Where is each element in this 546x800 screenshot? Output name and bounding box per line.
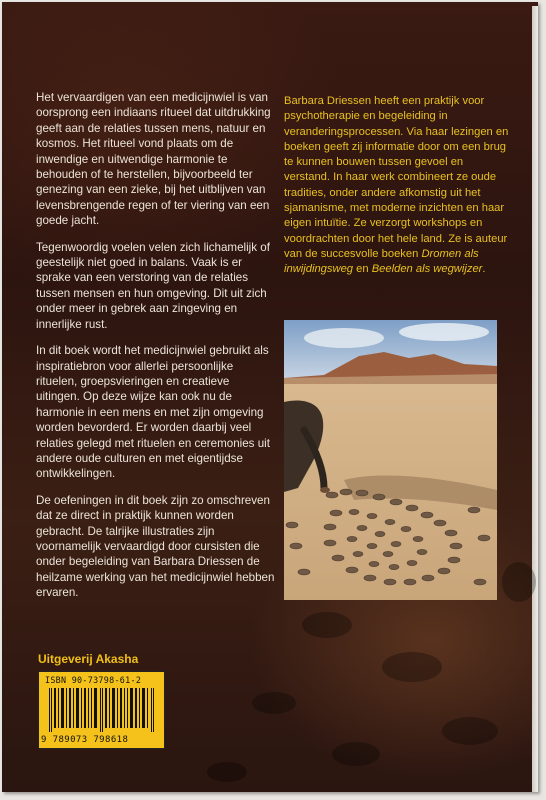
publisher-name: Uitgeverij Akasha: [38, 652, 139, 666]
barcode: [47, 688, 157, 732]
ean-number: 9 789073 798618: [41, 735, 129, 745]
background-pebble: [502, 562, 536, 602]
background-pebble: [252, 692, 296, 714]
author-bio: [284, 94, 512, 278]
author-bio-body: Barbara Driessen heeft een praktijk voor psychotherapie en begeleiding in veranderingsprocessen. Via haar lezingen en boeken geeft zij informatie door om een brug te kunnen bouwen tussen gevoel en verstand. In haar werk combineert ze oude tradities, onder andere afkomstig uit het sjamanisme, met moderne inzichten en haar eigen intuïtie. Ze verzorgt workshops en voordrachten door het hele land.: [284, 95, 509, 245]
book-blurb: [36, 90, 276, 612]
book-title-2: Beelden als wegwijzer: [371, 263, 483, 276]
blurb-paragraph: De oefeningen in dit boek zijn zo omschreven dat ze direct in praktijk kunnen worden gebracht. De talrijke illustraties zijn voornamelijk vervaardigd door cursisten die onder begeleiding van Barbara Driessen de heilzame werking van het medicijnwiel hebben ervaren.: [36, 493, 275, 600]
blurb-paragraph: In dit boek wordt het medicijnwiel gebruikt als inspiratiebron voor allerlei persoonlijke rituelen, groepsvieringen en creatieve uitingen. Op deze wijze kan ook nu de harmonie in een mens en met zijn omgeving worden bevorderd. Er worden daarbij veel relaties gelegd met rituelen en ceremonies uit andere oude culturen en met eigentijdse ontwikkelingen.: [36, 344, 270, 481]
isbn-number: ISBN 90-73798-61-2: [45, 675, 142, 685]
desert-medicine-wheel-photo: [284, 320, 497, 600]
isbn-barcode-box: [38, 671, 165, 749]
page-edge: [532, 6, 538, 792]
blurb-paragraph: Tegenwoordig voelen velen zich lichamelijk of geestelijk niet goed in balans. Vaak is er sprake van een verstoring van de relaties tussen mensen en hun omgeving. Dit uit zich onder meer in gebrek aan zingeving en innerlijke rust.: [36, 240, 270, 331]
background-pebble: [382, 652, 442, 682]
blurb-paragraph: Het vervaardigen van een medicijnwiel is van oorsprong een indiaans ritueel dat uitdrukking geeft aan de relaties tussen mens, natuur en kosmos. Het ritueel vond plaats om de inwendige en uitwendige harmonie te behouden of te herstellen, bijvoorbeeld ter genezing van een zieke, bij het uitblijven van levensbrengende regen of ter viering van een goede jacht.: [36, 91, 271, 228]
author-books-intro: Ze is auteur van de succesvolle boeken: [284, 232, 508, 260]
book-title-connector: en: [356, 263, 369, 276]
background-pebble: [442, 717, 498, 745]
book-title-1: Dromen als inwijdingsweg: [284, 247, 479, 276]
background-pebble: [302, 612, 352, 638]
bio-end-punct: .: [482, 263, 486, 276]
background-pebble: [332, 742, 380, 766]
back-cover: [2, 2, 538, 792]
background-pebble: [207, 762, 247, 782]
author-bio-text: [284, 94, 512, 278]
